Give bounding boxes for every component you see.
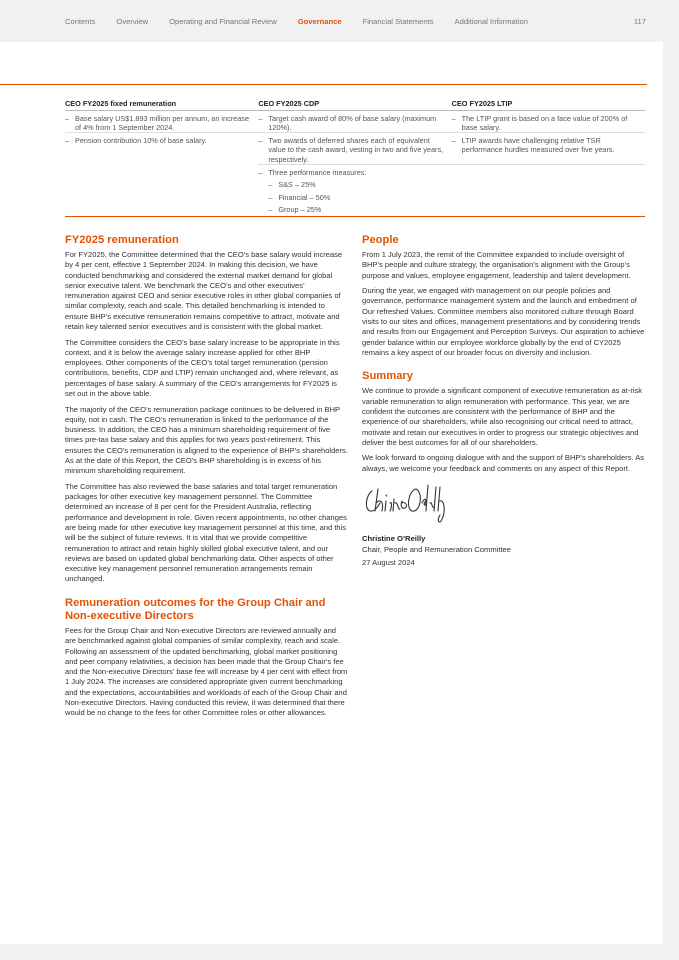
paragraph: For FY2025, the Committee determined that the CEO’s base salary would increase by 4 per cent, effective 1 September 2024. In making this decision, we have conducted benchmarking and considered the external market demand for global senior executive talent. We benchmark the CEO’s and other executives’ remuneration against CEO and senior executive roles in other global companies of similar complexity, reach and scale. This detailed benchmarking is intended to ensure BHP’s executive remuneration remains competitive to attract, motivate and retain key talented senior executives and is consistent with the global market. bbox=[65, 250, 343, 332]
signatory-role: Chair, People and Remuneration Committee bbox=[362, 545, 512, 555]
cell-text: Financial – 50% bbox=[278, 192, 331, 202]
table-bottom-rule bbox=[65, 216, 645, 217]
dash: – bbox=[268, 180, 273, 190]
column-cdp bbox=[258, 111, 451, 218]
signatory-name: Christine O’Reilly bbox=[362, 534, 426, 544]
paragraph: We continue to provide a significant component of executive remuneration as at-risk variable remuneration to align remuneration with performance. This year, we are confident the outcomes are consistent with the performance of BHP and the experience of our shareholders, while also recognising our critical need to attract, motivate and retain our executives in order to progress our strategic objectives and deliver the best outcomes for all of our shareholders. bbox=[362, 386, 643, 447]
table-header-row bbox=[65, 99, 645, 111]
heading-remuneration-outcomes: Remuneration outcomes for the Group Chair and Non-executive Directors bbox=[65, 596, 326, 622]
section-nav bbox=[65, 17, 549, 26]
cell-text: Base salary US$1.893 million per annum, an increase of 4% from 1 September 2024. bbox=[75, 114, 250, 133]
cell-text: Three performance measures: bbox=[268, 168, 367, 177]
dash: – bbox=[451, 136, 456, 145]
top-navigation-bar bbox=[0, 0, 679, 42]
signature-date: 27 August 2024 bbox=[362, 558, 415, 568]
signature-image bbox=[362, 481, 452, 525]
paragraph: Fees for the Group Chair and Non-executive Directors are reviewed annually and are benchmarked against global companies of similar complexity, reach and scale. Following an assessment of the updated benchmarking, global market positioning and peer company relativities, a decision has been made that the Group Chair's fee and the Non-executive Directors' base fee will increase by 4 per cent with effect from 1 July 2024. The increases are considered appropriate given current benchmarking and the expectations, accountabilities and workloads of each of the Group Chair and Non-executive Directors. Having conducted this review, it was determined that there would be no change to the fees for other Committee roles or other allowances. bbox=[65, 625, 348, 718]
nav-overview[interactable]: Overview bbox=[116, 17, 149, 26]
cell-text: S&S – 25% bbox=[278, 180, 316, 190]
nav-operating-financial-review[interactable]: Operating and Financial Review bbox=[169, 17, 277, 26]
dash: – bbox=[268, 205, 273, 215]
ceo-remuneration-table bbox=[65, 99, 645, 218]
dash: – bbox=[258, 136, 263, 145]
table-cell bbox=[258, 111, 451, 133]
paragraph: The majority of the CEO’s remuneration package continues to be delivered in BHP equity, not in cash. The CEO’s remuneration is linked to the performance of the business. In addition, the CEO has a minimum shareholding requirement of five times pre-tax base salary and this applies for two years post-retirement. This ensures the CEO’s remuneration is aligned to the experience of BHP’s shareholders. As at the date of this Report, the CEO’s BHP shareholding is in excess of his minimum shareholding requirement. bbox=[65, 404, 348, 476]
dash: – bbox=[268, 192, 273, 202]
left-column bbox=[65, 234, 348, 724]
cell-text: The LTIP grant is based on a face value of 200% of base salary. bbox=[461, 114, 628, 133]
dash: – bbox=[65, 136, 70, 145]
column-fixed-remuneration bbox=[65, 111, 258, 218]
heading-summary: Summary bbox=[362, 370, 413, 383]
table-cell bbox=[452, 111, 645, 133]
column-ltip bbox=[452, 111, 645, 218]
cell-text: Two awards of deferred shares each of equivalent value to the cash award, vesting in two and five years, respectively. bbox=[268, 136, 444, 164]
table-cell bbox=[258, 133, 451, 165]
section-divider bbox=[0, 84, 647, 85]
dash: – bbox=[258, 114, 263, 123]
dash: – bbox=[451, 114, 456, 123]
cell-text: Group – 25% bbox=[278, 205, 322, 215]
page-number: 117 bbox=[633, 17, 646, 26]
paragraph: During the year, we engaged with management on our people policies and governance, performance management system and the launch and embedment of Our refreshed Values. Committee members also monitored culture through Board visits to our sites and offices, management presentations and by considering trends and results from our Engagement and Perception Surveys. Our aspiration to achieve gender balance within our employee workforce globally by the end of CY2025 remains a key aspect of our broader focus on diversity and inclusion. bbox=[362, 286, 645, 357]
right-column bbox=[362, 234, 645, 568]
cell-text: Target cash award of 80% of base salary (maximum 120%). bbox=[268, 114, 437, 133]
nav-additional-information[interactable]: Additional Information bbox=[454, 17, 528, 26]
nav-contents[interactable]: Contents bbox=[65, 17, 96, 26]
cell-text: Pension contribution 10% of base salary. bbox=[75, 136, 207, 145]
paragraph: From 1 July 2023, the remit of the Committee expanded to include oversight of BHP’s people and culture strategy, the organisation’s alignment with the Group’s purpose and values, employee engagement, leadership and talent development. bbox=[362, 250, 631, 280]
table-cell bbox=[65, 111, 258, 133]
table-cell bbox=[452, 133, 645, 165]
header-cdp: CEO FY2025 CDP bbox=[258, 99, 320, 108]
dash: – bbox=[65, 114, 70, 123]
header-fixed-remuneration: CEO FY2025 fixed remuneration bbox=[65, 99, 177, 108]
cell-text: LTIP awards have challenging relative TSR performance hurdles measured over five years. bbox=[461, 136, 615, 155]
nav-financial-statements[interactable]: Financial Statements bbox=[362, 17, 434, 26]
table-cell bbox=[258, 165, 451, 218]
paragraph: The Committee considers the CEO’s base salary increase to be appropriate in this context, and it is below the average salary increase applied for other BHP employees. Other components of the CEO’s total target remuneration (pension contributions, benefits, CDP and LTIP) remain unchanged and, where relevant, as percentages of base salary. A summary of the CEO’s arrangements for FY2025 is set out in the above table. bbox=[65, 337, 340, 399]
nav-governance[interactable]: Governance bbox=[297, 17, 342, 26]
heading-fy2025-remuneration: FY2025 remuneration bbox=[65, 234, 179, 246]
heading-people: People bbox=[362, 234, 399, 246]
header-ltip: CEO FY2025 LTIP bbox=[451, 99, 513, 108]
paragraph: The Committee has also reviewed the base salaries and total target remuneration packages for other executive key management personnel. The Committee determined an increase of 8 per cent for the President Australia, reflecting performance and development in role. Given recent appointments, no other changes are being made for other executive key management personnel at this time, and this will be the subject of future reviews. It is vital that we provide competitive remuneration to attract and retain highly skilled global executive talent, and our reviews are based on updated global benchmarking data. Other aspects of other executive key management personnel remuneration arrangements remain unchanged. bbox=[65, 481, 347, 584]
table-cell bbox=[65, 133, 258, 148]
paragraph: We look forward to ongoing dialogue with and the support of BHP’s shareholders. As always, we welcome your feedback and comments on any aspect of this Report. bbox=[362, 453, 645, 473]
dash: – bbox=[258, 168, 263, 177]
